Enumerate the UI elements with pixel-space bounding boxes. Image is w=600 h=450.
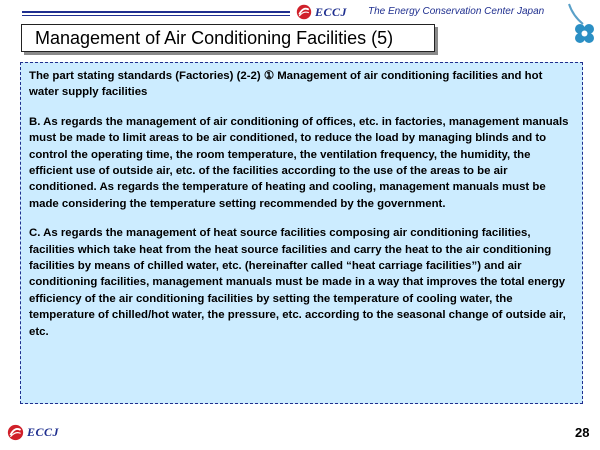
title-box <box>21 24 435 52</box>
section-heading: The part stating standards (Factories) (2-2) ① Management of air conditioning facilities and hot water supply facilities <box>29 70 543 99</box>
paragraph-b: B. As regards the management of air conditioning of offices, etc. in factories, management manuals must be made to limit areas to be air conditioned, to reduce the load by managing blinds and to control the operating time, the room temperature, the ventilation frequency, the humidity, the efficient use of outside air, etc. of the facilities according to the use of the areas to be air conditioned. As regards the temperature of heating and cooling, management manuals must be made considering the temperature setting recommended by the government. <box>29 115 569 210</box>
eccj-logo-icon <box>296 4 312 20</box>
page-title: Management of Air Conditioning Facilities (5) <box>35 27 394 48</box>
org-name: The Energy Conservation Center Japan <box>368 6 545 17</box>
content-box <box>20 62 583 404</box>
paragraph-c: C. As regards the management of heat source facilities composing air conditioning facilities, facilities which take heat from the heat source facilities and carry the heat to the air conditioning facilities by means of chilled water, etc. (hereinafter called “heat carriage facilities”) and air conditioning facilities, management manuals must be made in a way that improves the total energy efficiency of the air conditioning facilities by setting the temperature of cooling water, the temperature of chilled/hot water, the pressure, etc. according to the seasonal change of outside air, etc. <box>29 227 566 338</box>
header-rule <box>22 11 290 13</box>
header-rule-thin <box>22 15 290 16</box>
footer-logo-text: ECCJ <box>27 424 60 439</box>
header-logo <box>296 3 347 21</box>
page-number: 28 <box>575 425 590 440</box>
header-logo-text: ECCJ <box>315 4 348 19</box>
eccj-logo-icon <box>7 424 24 441</box>
clover-icon <box>563 2 597 46</box>
footer-logo <box>7 422 59 442</box>
